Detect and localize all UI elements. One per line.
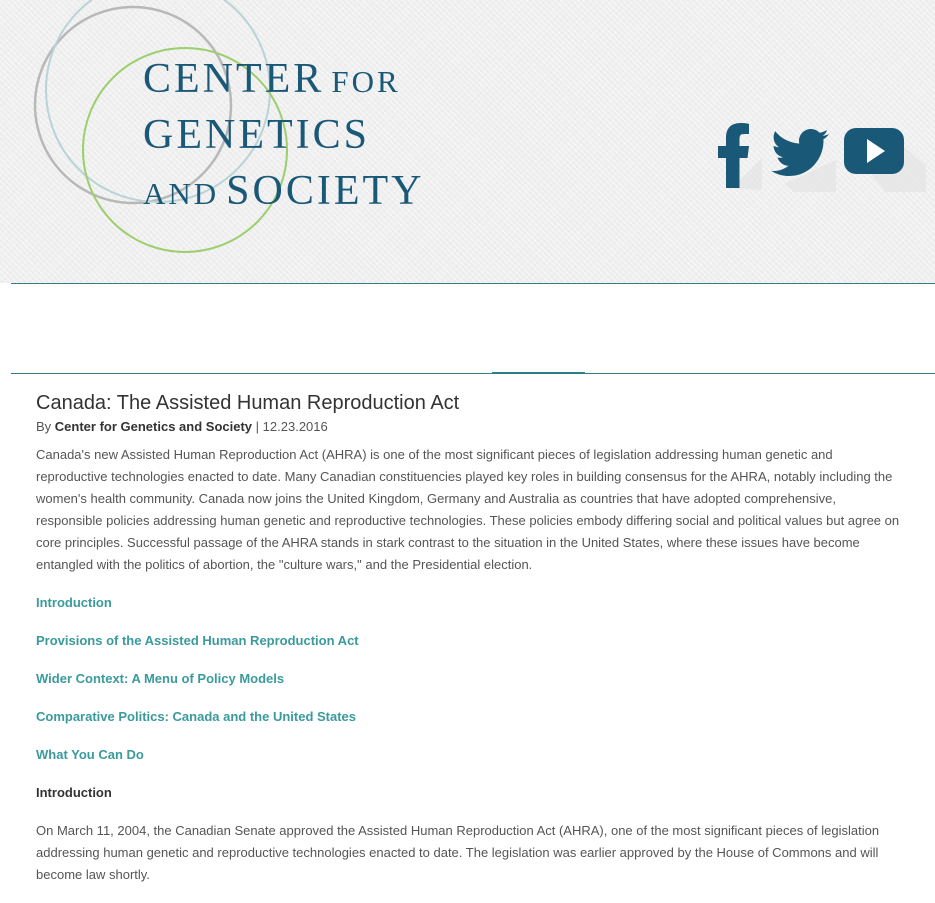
main-nav: [11, 283, 935, 374]
logo-line-2: GENETICS: [143, 112, 370, 158]
byline-separator: |: [255, 419, 260, 434]
article-title: Canada: The Assisted Human Reproduction Act: [36, 392, 460, 414]
toc-link-what-you-can-do[interactable]: What You Can Do: [36, 747, 144, 762]
facebook-icon: [714, 118, 762, 190]
nav-active-indicator: [492, 372, 585, 374]
author-link[interactable]: Center for Genetics and Society: [54, 419, 253, 434]
toc-link-comparative-politics[interactable]: Comparative Politics: Canada and the United States: [36, 709, 357, 724]
article-byline: [36, 418, 906, 436]
toc-link-introduction[interactable]: Introduction: [36, 595, 112, 610]
article-date: 12.23.2016: [262, 419, 328, 434]
youtube-icon: [842, 126, 926, 194]
twitter-icon: [764, 124, 836, 192]
logo-line-1: CENTER FOR: [143, 56, 401, 102]
youtube-link[interactable]: [842, 126, 926, 194]
site-header: [0, 0, 935, 283]
logo-line-3: AND SOCIETY: [143, 168, 425, 214]
article-intro: Canada's new Assisted Human Reproduction Act (AHRA) is one of the most significant pieces of legislation addressing human genetic and reproductive technologies enacted to date. Many Canadian constituencies played key roles in building consensus for the AHRA, notably including the women's health community. Canada now joins the United Kingdom, Germany and Australia as countries that have adopted comprehensive, responsible policies addressing human genetic and reproductive technologies. These policies embody differing social and political values but agree on core principles. Successful passage of the AHRA stands in stark contrast to the situation in the United States, where these issues have become entangled with the politics of abortion, the "culture wars," and the Presidential election.: [36, 447, 900, 572]
toc-link-wider-context[interactable]: Wider Context: A Menu of Policy Models: [36, 671, 285, 686]
section-paragraph: On March 11, 2004, the Canadian Senate approved the Assisted Human Reproduction Act (AHRA), one of the most significant pieces of legislation addressing human genetic and reproductive technologies enacted to date. The legislation was earlier approved by the House of Commons and will become law shortly.: [36, 823, 880, 882]
toc-link-provisions[interactable]: Provisions of the Assisted Human Reproduction Act: [36, 633, 359, 648]
byline-prefix: By: [36, 419, 52, 434]
section-heading-introduction: Introduction: [36, 785, 112, 800]
facebook-link[interactable]: [714, 118, 762, 190]
article: [36, 390, 906, 886]
twitter-link[interactable]: [764, 124, 836, 192]
site-logo[interactable]: [143, 58, 425, 226]
